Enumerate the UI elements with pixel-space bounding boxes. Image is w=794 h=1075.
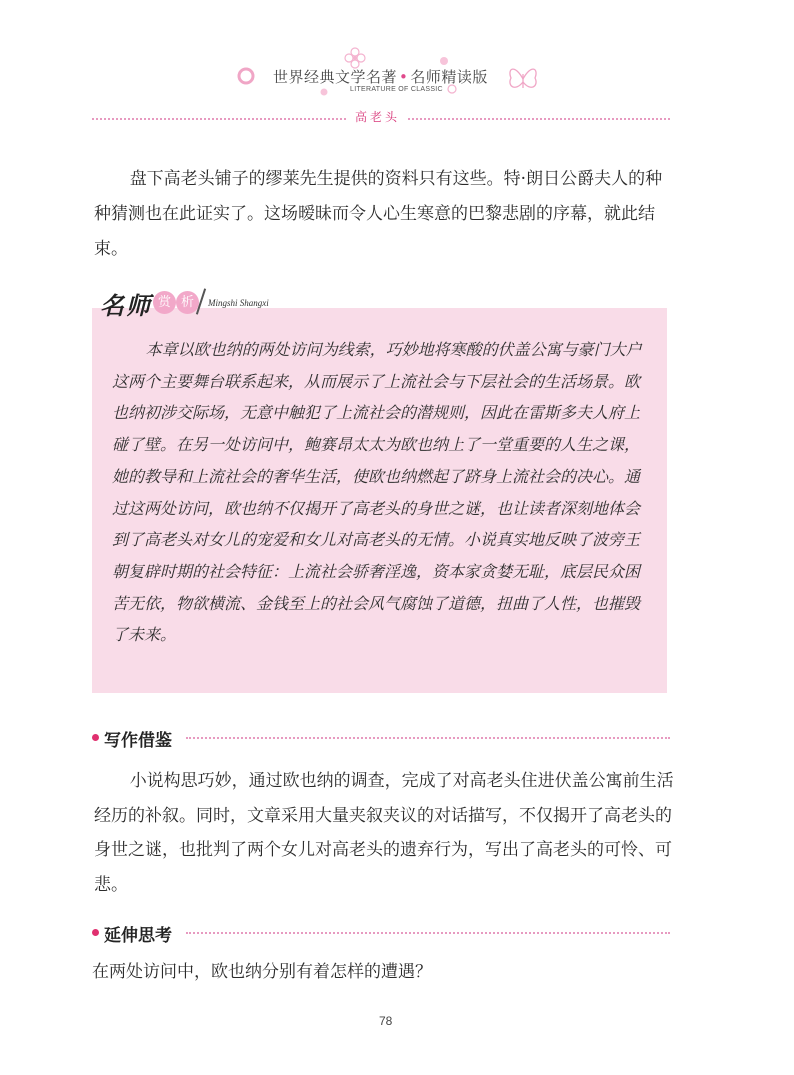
running-header bbox=[0, 0, 794, 130]
thinking-question: 在两处访问中，欧也纳分别有着怎样的遭遇？ bbox=[92, 962, 432, 982]
chapter-title: 高老头 bbox=[347, 108, 408, 125]
thinking-section-header bbox=[90, 921, 670, 945]
intro-paragraph: 盘下高老头铺子的缪莱先生提供的资料只有这些。特·朗日公爵夫人的种种猜测也在此证实了。这场暧昧而令人心生寒意的巴黎悲剧的序幕，就此结束。 bbox=[94, 169, 663, 259]
logo-roman: Mingshi Shangxi bbox=[208, 298, 269, 308]
bullet-dot-icon bbox=[92, 929, 99, 936]
series-title-dot: • bbox=[399, 68, 409, 86]
logo-char-shang: 赏 bbox=[153, 291, 176, 314]
page-number: 78 bbox=[379, 1014, 393, 1028]
logo-char-shi: 师 bbox=[126, 291, 150, 320]
analysis-logo bbox=[96, 286, 306, 322]
bullet-dot-icon bbox=[92, 734, 99, 741]
analysis-text: 本章以欧也纳的两处访问为线索，巧妙地将寒酸的伏盖公寓与豪门大户这两个主要舞台联系起来，从而展示了上流社会与下层社会的生活场景。欧也纳初涉交际场，无意中触犯了上流社会的潜规则，因此在雷斯多夫人府上碰了壁。在另一处访问中，鲍赛昂太太为欧也纳上了一堂重要的人生之课，她的教导和上流社会的奢华生活，使欧也纳燃起了跻身上流社会的决心。通过这两处访问，欧也纳不仅揭开了高老头的身世之谜，也让读者深刻地体会到了高老头对女儿的宠爱和女儿对高老头的无情。小说真实地反映了波旁王朝复辟时期的社会特征：上流社会骄奢淫逸，资本家贪婪无耻，底层民众困苦无依，物欲横流、金钱至上的社会风气腐蚀了道德，扭曲了人性，也摧毁了未来。 bbox=[112, 340, 642, 645]
section-divider bbox=[186, 737, 670, 739]
ring-icon bbox=[237, 67, 255, 85]
thinking-section-title: 延伸思考 bbox=[104, 926, 172, 946]
writing-section-header bbox=[90, 726, 670, 750]
logo-char-ming: 名 bbox=[100, 291, 124, 320]
butterfly-icon bbox=[505, 62, 541, 96]
series-title: 世界经典文学名著 • 名师精读版 bbox=[273, 68, 488, 86]
writing-section-text: 小说构思巧妙，通过欧也纳的调查，完成了对高老头住进伏盖公寓前生活经历的补叙。同时，文章采用大量夹叙夹议的对话描写，不仅揭开了高老头的身世之谜，也批判了两个女儿对高老头的遗弃行为，写出了高老头的可怜、可悲。 bbox=[94, 771, 674, 895]
section-divider bbox=[186, 932, 670, 934]
writing-section-title: 写作借鉴 bbox=[104, 731, 172, 751]
series-subtitle: LITERATURE OF CLASSIC bbox=[350, 86, 443, 93]
logo-char-xi: 析 bbox=[176, 291, 199, 314]
flower-icon bbox=[318, 86, 330, 98]
